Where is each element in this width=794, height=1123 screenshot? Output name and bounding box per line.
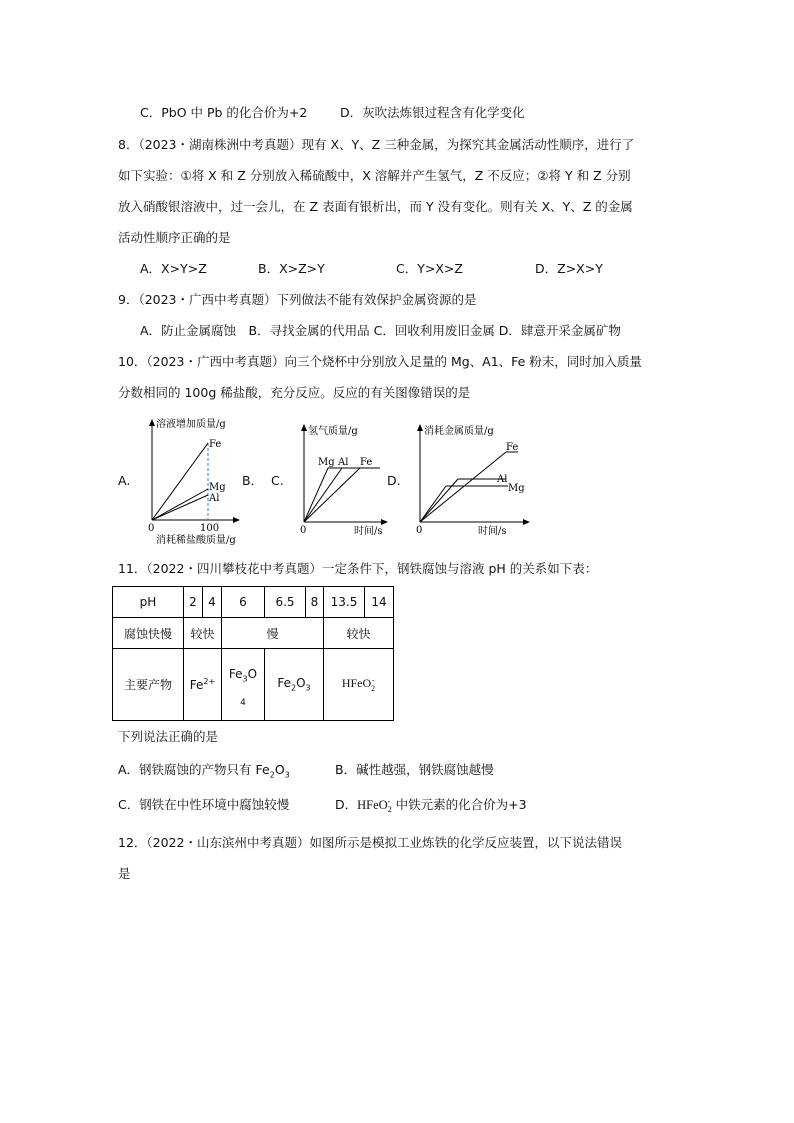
q10-graph-d xyxy=(408,418,533,543)
q9-stem: 9．（2023・广西中考真题）下列做法不能有效保护金属资源的是 xyxy=(118,292,477,307)
formula-charge: - xyxy=(387,796,391,806)
corrosion-speed-row xyxy=(113,618,394,649)
option-text: D． xyxy=(335,797,358,812)
q11-prompt: 下列说法正确的是 xyxy=(118,729,219,744)
table-cell: 慢 xyxy=(222,618,324,649)
formula-sub: 2 xyxy=(387,804,392,814)
q8-stem-line-3: 放入硝酸银溶液中，过一会儿，在 Z 表面有银析出，而 Y 没有变化。则有关 X、Y、Z 的金属 xyxy=(118,199,633,214)
table-cell: 较快 xyxy=(324,618,394,649)
graph-a-xlabel: 消耗稀盐酸质量/g xyxy=(156,535,236,545)
graph-c-xlabel: 时间/s xyxy=(354,526,383,537)
q10-label-a: A. xyxy=(118,473,131,488)
table-cell: 2 xyxy=(184,587,203,618)
table-cell: 4 xyxy=(203,587,222,618)
formula-sub: 3 xyxy=(284,770,290,780)
table-cell: 6 xyxy=(222,587,265,618)
q8-option-b: B．X>Z>Y xyxy=(258,261,325,276)
q11-stem: 11．（2022・四川攀枝花中考真题）一定条件下，钢铁腐蚀与溶液 pH 的关系如下表： xyxy=(118,561,598,576)
q9-options: A．防止金属腐蚀 B．寻找金属的代用品 C．回收利用废旧金属 D．肆意开采金属矿物 xyxy=(140,323,621,338)
graph-d-series-mg: Mg xyxy=(508,483,525,494)
table-cell: 14 xyxy=(365,587,394,618)
formula-sub: 2 xyxy=(371,683,376,693)
q10-label-b: B． xyxy=(242,473,264,488)
option-text: A．钢铁腐蚀的产物只有 Fe xyxy=(118,762,270,777)
graph-d-series-fe: Fe xyxy=(506,442,519,453)
option-text: O xyxy=(274,762,285,777)
q8-option-d: D．Z>X>Y xyxy=(535,261,603,276)
formula-text: O xyxy=(296,676,306,691)
q8-option-c: C．Y>X>Z xyxy=(396,261,463,276)
q7-option-d: D．灰吹法炼银过程含有化学变化 xyxy=(340,105,525,120)
formula-charge: 2+ xyxy=(203,677,216,686)
q8-stem-line-4: 活动性顺序正确的是 xyxy=(118,230,231,245)
formula-sub: 3 xyxy=(305,683,311,693)
product-hfeo2-cell xyxy=(324,649,394,721)
graph-a-origin: 0 xyxy=(148,523,155,534)
formula-sub: 2 xyxy=(291,683,297,693)
table-cell: 腐蚀快慢 xyxy=(113,618,184,649)
q10-graph-c xyxy=(292,418,392,543)
graph-d-origin: 0 xyxy=(416,525,423,536)
graph-a-series-fe: Fe xyxy=(209,439,222,450)
q12-stem-line-1: 12．（2022・山东滨州中考真题）如图所示是模拟工业炼铁的化学反应装置，以下说法错误 xyxy=(118,835,622,850)
table-cell: 较快 xyxy=(184,618,222,649)
table-cell: 主要产物 xyxy=(113,649,184,721)
table-cell: 8 xyxy=(306,587,324,618)
q11-option-a xyxy=(118,760,290,786)
q11-option-b: B．碱性越强，钢铁腐蚀越慢 xyxy=(335,762,494,777)
q10-label-c: C. xyxy=(271,473,284,488)
formula-text: Fe xyxy=(277,676,291,691)
graph-a-series-mg: Mg xyxy=(209,482,226,493)
formula-text: HFeO xyxy=(341,676,372,691)
q8-stem-line-1: 8．（2023・湖南株洲中考真题）现有 X、Y、Z 三种金属，为探究其金属活动性顺序，进行了 xyxy=(118,137,635,152)
graph-c-series-fe: Fe xyxy=(360,457,373,468)
graph-c-ylabel: 氢气质量/g xyxy=(308,426,358,437)
q10-graph-a xyxy=(140,415,245,545)
graph-d-ylabel: 消耗金属质量/g xyxy=(424,426,494,437)
q11-option-d xyxy=(335,795,527,815)
graph-a-ylabel: 溶液增加质量/g xyxy=(156,419,226,430)
formula-text: Fe xyxy=(189,678,204,692)
graph-c-origin: 0 xyxy=(300,525,307,536)
graph-d-series-al: Al xyxy=(497,474,508,485)
product-fe2o3-cell xyxy=(265,649,324,721)
q10-stem-line-2: 分数相同的 100g 稀盐酸，充分反应。反应的有关图像错误的是 xyxy=(118,385,471,400)
graph-c-series-mg: Mg xyxy=(318,457,335,468)
q10-label-d: D. xyxy=(387,473,401,488)
graph-d-xlabel: 时间/s xyxy=(478,526,507,537)
q8-stem-line-2: 如下实验：①将 X 和 Z 分别放入稀硫酸中，X 溶解并产生氢气，Z 不反应；②将 Y 和 Z 分别 xyxy=(118,168,631,183)
formula-sub: 2 xyxy=(269,770,275,780)
q8-option-a: A．X>Y>Z xyxy=(140,261,207,276)
formula-sub: 4 xyxy=(240,698,246,709)
formula-sub: 3 xyxy=(242,674,248,684)
product-fe2-cell xyxy=(184,649,222,721)
graph-c-series-al: Al xyxy=(338,457,349,468)
product-row xyxy=(113,649,394,721)
formula-text: HFeO xyxy=(357,798,388,812)
table-cell: 6.5 xyxy=(265,587,306,618)
table-cell: 13.5 xyxy=(324,587,365,618)
graph-a-xtick: 100 xyxy=(200,523,220,534)
ph-row xyxy=(113,587,394,618)
q7-option-c: C．PbO 中 Pb 的化合价为+2 xyxy=(140,105,308,120)
q10-stem-line-1: 10．（2023・广西中考真题）向三个烧杯中分别放入足量的 Mg、A1、Fe 粉末，同时加入质量 xyxy=(118,354,642,369)
ph-table xyxy=(112,586,394,721)
q11-option-c: C．钢铁在中性环境中腐蚀较慢 xyxy=(118,797,290,812)
table-cell: pH xyxy=(113,587,184,618)
product-fe3o4-cell xyxy=(222,649,265,721)
formula-text: O xyxy=(247,667,258,681)
formula-text: Fe xyxy=(228,667,243,681)
graph-a-series-al: Al xyxy=(209,493,220,504)
formula-charge: - xyxy=(371,675,375,685)
option-text: 中铁元素的化合价为+3 xyxy=(391,797,527,812)
q12-stem-line-2: 是 xyxy=(118,866,131,881)
